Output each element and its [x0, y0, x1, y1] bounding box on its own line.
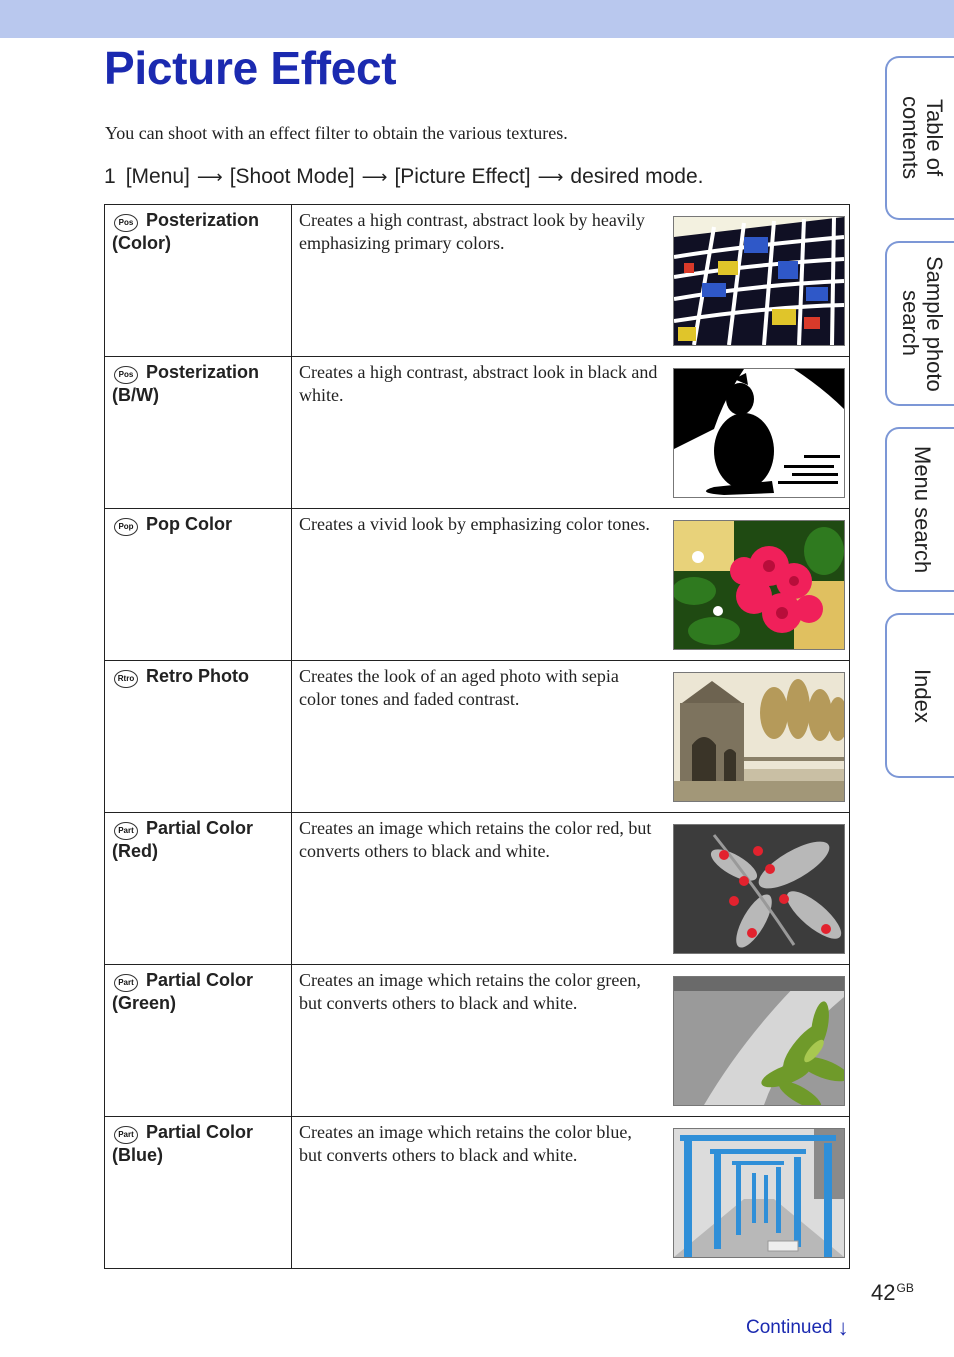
- tab-index[interactable]: [885, 613, 954, 778]
- continued-label: Continued: [746, 1317, 833, 1338]
- effect-description: Creates a vivid look by emphasizing color tones.: [299, 514, 650, 534]
- effect-name-cell: [105, 509, 292, 661]
- tab-sample-photo-search[interactable]: [885, 241, 954, 406]
- effect-description: Creates a high contrast, abstract look in black and white.: [299, 362, 658, 405]
- effects-table: [104, 204, 850, 1269]
- effect-desc-cell: [292, 1117, 850, 1269]
- sample-photo-posterization-bw: [673, 368, 845, 498]
- effect-description: Creates a high contrast, abstract look by heavily emphasizing primary colors.: [299, 210, 645, 253]
- step-part-shoot-mode: [Shoot Mode]: [229, 165, 355, 188]
- effect-name-cell: [105, 813, 292, 965]
- effect-description: Creates an image which retains the color blue, but converts others to black and white.: [299, 1122, 632, 1165]
- step-number: 1: [104, 165, 116, 188]
- sample-photo-partial-green: [673, 976, 845, 1106]
- step-part-menu: [Menu]: [125, 165, 190, 188]
- effect-name-cell: [105, 357, 292, 509]
- effect-desc-cell: [292, 965, 850, 1117]
- effect-name: Partial Color (Blue): [112, 1122, 254, 1165]
- effect-name-cell: [105, 661, 292, 813]
- effect-name-cell: [105, 965, 292, 1117]
- page-title: Picture Effect: [104, 42, 397, 94]
- step-part-desired-mode: desired mode.: [570, 165, 704, 188]
- tab-label: Menu search: [910, 445, 935, 574]
- continued-link[interactable]: [746, 1317, 849, 1339]
- effect-desc-cell: [292, 509, 850, 661]
- partial-color-mode-icon: Part: [114, 1126, 138, 1144]
- arrow-icon: ⟶: [361, 167, 388, 187]
- table-row: [105, 661, 850, 813]
- sample-photo-partial-red: [673, 824, 845, 954]
- effect-description: Creates an image which retains the color red, but converts others to black and white.: [299, 818, 652, 861]
- effect-desc-cell: [292, 357, 850, 509]
- effect-desc-cell: [292, 813, 850, 965]
- effect-name: Pop Color: [146, 514, 232, 534]
- step-instruction: [104, 164, 704, 190]
- effect-desc-cell: [292, 661, 850, 813]
- effect-name: Posterization (Color): [112, 210, 260, 253]
- posterization-mode-icon: Pos: [114, 366, 138, 384]
- partial-color-mode-icon: Part: [114, 822, 138, 840]
- effect-name: Partial Color (Red): [112, 818, 254, 861]
- tab-label: Sample photo search: [898, 255, 947, 392]
- arrow-down-icon: ↓: [837, 1315, 849, 1340]
- sample-photo-pop-color: [673, 520, 845, 650]
- step-part-picture-effect: [Picture Effect]: [394, 165, 531, 188]
- effect-name-cell: [105, 1117, 292, 1269]
- effect-desc-cell: [292, 205, 850, 357]
- table-row: [105, 357, 850, 509]
- tab-label: Index: [910, 668, 935, 723]
- sample-photo-posterization-color: [673, 216, 845, 346]
- table-row: [105, 813, 850, 965]
- sample-photo-retro: [673, 672, 845, 802]
- pop-color-mode-icon: Pop: [114, 518, 138, 536]
- sample-photo-partial-blue: [673, 1128, 845, 1258]
- effect-description: Creates the look of an aged photo with sepia color tones and faded contrast.: [299, 666, 619, 709]
- effect-name: Posterization (B/W): [112, 362, 260, 405]
- page-number-value: 42: [871, 1280, 896, 1305]
- effect-name: Retro Photo: [146, 666, 249, 686]
- intro-text: You can shoot with an effect filter to obtain the various textures.: [105, 123, 568, 143]
- partial-color-mode-icon: Part: [114, 974, 138, 992]
- retro-photo-mode-icon: Rtro: [114, 670, 138, 688]
- table-row: [105, 1117, 850, 1269]
- tab-table-of-contents[interactable]: [885, 56, 954, 220]
- page-number-suffix: GB: [896, 1281, 914, 1295]
- arrow-icon: ⟶: [537, 167, 564, 187]
- arrow-icon: ⟶: [196, 167, 223, 187]
- effect-name-cell: [105, 205, 292, 357]
- effect-name: Partial Color (Green): [112, 970, 254, 1013]
- table-row: [105, 965, 850, 1117]
- posterization-mode-icon: Pos: [114, 214, 138, 232]
- effect-description: Creates an image which retains the color green, but converts others to black and white.: [299, 970, 641, 1013]
- page-number: [871, 1280, 914, 1306]
- top-band: [0, 0, 954, 38]
- table-row: [105, 205, 850, 357]
- table-row: [105, 509, 850, 661]
- tab-menu-search[interactable]: [885, 427, 954, 592]
- tab-label: Table of contents: [898, 96, 947, 180]
